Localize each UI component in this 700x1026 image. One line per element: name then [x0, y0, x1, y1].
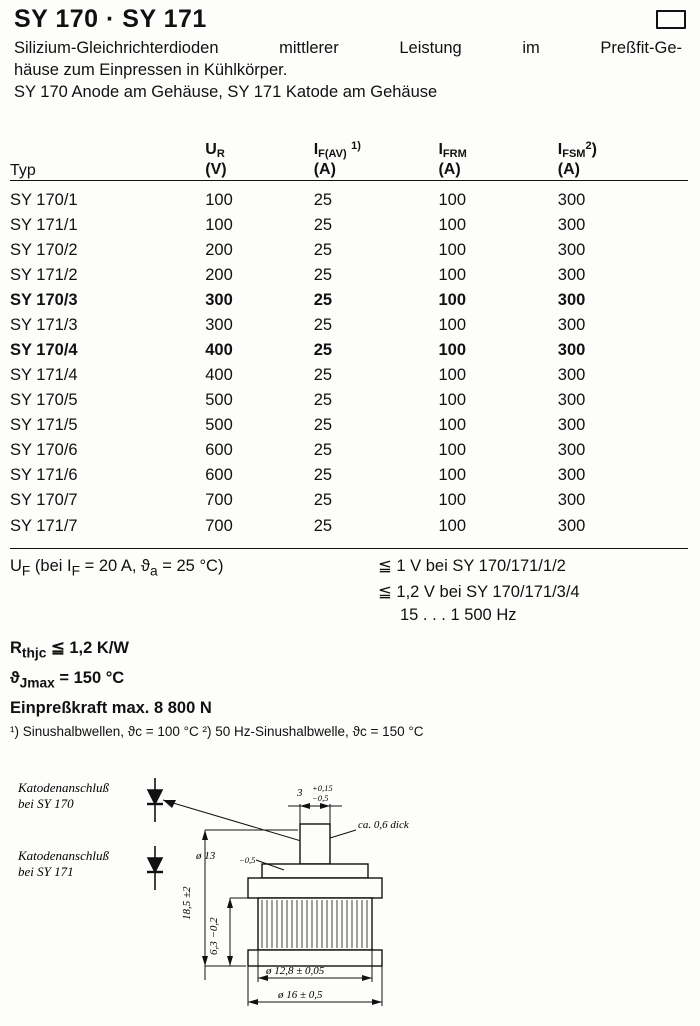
page-title: SY 170 · SY 171 — [14, 5, 207, 33]
frequency-spacer — [10, 604, 378, 627]
cell-ifsm: 300 — [557, 441, 586, 460]
cell-ifav: 25 — [313, 240, 333, 259]
column-header-ifav: $I_{F(AV)}$ $^{1)}$ (A) — [313, 140, 361, 178]
label-katode-170-line2: bei SY 170 — [18, 796, 74, 811]
press-force-value: Einpreßkraft max. 8 800 N — [10, 699, 212, 718]
cell-ifsm: 300 — [557, 215, 586, 234]
table-row — [10, 488, 688, 513]
tjmax-value: $ϑ_{Jmax} = 150$ °C — [10, 669, 125, 691]
label-katode-171-line2: bei SY 171 — [18, 864, 74, 879]
cell-ifsm: 300 — [557, 391, 586, 410]
table-row — [10, 287, 688, 312]
cell-ifsm: 300 — [557, 366, 586, 385]
cell-ifrm: 100 — [438, 240, 466, 259]
cell-typ: SY 171/2 — [10, 265, 78, 284]
table-row — [10, 337, 688, 362]
cell-ur: 100 — [205, 190, 233, 209]
cell-ifav: 25 — [313, 516, 333, 535]
cell-ur: 400 — [205, 340, 233, 359]
cell-ifav: 25 — [313, 265, 333, 284]
cell-ifsm: 300 — [557, 315, 586, 334]
intro-line-3: SY 170 Anode am Gehäuse, SY 171 Katode am Gehäuse — [14, 82, 438, 101]
dim-press-dia: ø 12,8 ± 0,05 — [266, 965, 325, 977]
cell-typ: SY 170/3 — [10, 290, 78, 309]
column-header-ifsm: $I_{FSM}^2$) (A) — [557, 140, 597, 178]
cell-ifav: 25 — [313, 315, 333, 334]
header-row — [14, 6, 686, 32]
cell-ifsm: 300 — [557, 416, 586, 435]
cell-ifav: 25 — [313, 290, 333, 309]
cell-ifav: 25 — [313, 340, 333, 359]
table-row — [10, 187, 688, 212]
dim-thickness: ca. 0,6 dick — [358, 819, 409, 831]
cell-typ: SY 170/6 — [10, 441, 78, 460]
cell-ifrm: 100 — [438, 466, 466, 485]
label-katode-170-line1: Katodenanschluß — [18, 780, 109, 795]
dim-total-height: 18,5 ±2 — [181, 886, 193, 920]
dim-flange-dia-tol: −0,5 — [239, 855, 256, 865]
parameter-top-rule — [10, 548, 688, 549]
diode-symbol-sy170 — [147, 778, 163, 822]
cell-ur: 600 — [205, 466, 233, 485]
package-drawing — [0, 760, 700, 1026]
cell-typ: SY 170/5 — [10, 391, 78, 410]
diode-symbol-sy171 — [147, 846, 163, 890]
dim-body-height: 6,3 −0,2 — [208, 917, 220, 955]
cell-ur: 500 — [205, 416, 233, 435]
dim-stud-width: 3 — [297, 787, 303, 799]
cell-ifrm: 100 — [438, 190, 466, 209]
cell-ur: 400 — [205, 366, 233, 385]
cell-ifrm: 100 — [438, 391, 466, 410]
dim-stud-tol-plus: +0,15 — [312, 783, 333, 793]
cell-ifrm: 100 — [438, 215, 466, 234]
cell-ifrm: 100 — [438, 416, 466, 435]
cell-typ: SY 170/1 — [10, 190, 78, 209]
cell-ifsm: 300 — [557, 265, 586, 284]
column-header-ifrm: $I_{FRM}$ (A) — [438, 141, 467, 178]
intro-line-1: Silizium-Gleichrichterdioden mittlerer Leistung im Preßfit-Ge- — [14, 39, 682, 57]
spec-table — [10, 140, 688, 180]
intro-text — [14, 38, 682, 104]
cell-ifav: 25 — [313, 466, 333, 485]
spec-table-body — [10, 187, 688, 538]
cell-ifrm: 100 — [438, 366, 466, 385]
frequency-value: 15 . . . 1 500 Hz — [400, 606, 517, 625]
cell-ifav: 25 — [313, 215, 333, 234]
parameter-block — [10, 548, 688, 741]
column-header-ur: $U_R$ (V) — [205, 141, 227, 178]
frequency-row — [10, 604, 688, 627]
cell-ur: 700 — [205, 491, 233, 510]
dim-stud-tol-minus: −0,5 — [312, 793, 329, 803]
cell-ifrm: 100 — [438, 516, 466, 535]
cell-typ: SY 170/4 — [10, 340, 78, 359]
cell-typ: SY 170/7 — [10, 491, 78, 510]
table-row — [10, 463, 688, 488]
cell-ifrm: 100 — [438, 340, 466, 359]
cell-ifrm: 100 — [438, 265, 466, 284]
table-row — [10, 363, 688, 388]
cell-ifsm: 300 — [557, 491, 586, 510]
table-header-rule — [10, 180, 688, 181]
cell-ifrm: 100 — [438, 315, 466, 334]
uf-condition: $U_F$ (bei $I_F = 20$ A, $ϑ_a = 25$ °C) — [10, 557, 224, 579]
cell-ifrm: 100 — [438, 441, 466, 460]
uf-spacer — [10, 581, 378, 604]
uf-value-1: ≦ 1 V bei SY 170/171/1/2 — [378, 557, 566, 575]
cell-ur: 300 — [205, 290, 233, 309]
cell-ifav: 25 — [313, 190, 333, 209]
cell-ifav: 25 — [313, 441, 333, 460]
cell-ur: 600 — [205, 441, 233, 460]
cell-ur: 100 — [205, 215, 233, 234]
cell-typ: SY 171/7 — [10, 516, 78, 535]
cell-typ: SY 171/3 — [10, 315, 78, 334]
uf-value-2: ≦ 1,2 V bei SY 170/171/3/4 — [378, 583, 580, 602]
intro-line-2: häuse zum Einpressen in Kühlkörper. — [14, 60, 288, 79]
cell-ur: 500 — [205, 391, 233, 410]
table-row — [10, 262, 688, 287]
uf-row — [10, 555, 688, 581]
cell-ifav: 25 — [313, 491, 333, 510]
cell-ifrm: 100 — [438, 491, 466, 510]
cell-typ: SY 171/1 — [10, 215, 78, 234]
cell-ifsm: 300 — [557, 290, 586, 309]
table-row — [10, 212, 688, 237]
rth-value: $R_{thjc}$ ≦ 1,2 K/W — [10, 638, 129, 661]
cell-typ: SY 171/5 — [10, 416, 78, 435]
cell-ur: 300 — [205, 315, 233, 334]
table-row — [10, 438, 688, 463]
cell-typ: SY 171/4 — [10, 366, 78, 385]
spec-table-wrapper — [10, 140, 688, 538]
uf-row-2 — [10, 581, 688, 604]
dim-flange-dia: ø 13 — [196, 850, 216, 862]
footnote-text: ¹) Sinushalbwellen, ϑc = 100 °C ²) 50 Hz-Sinushalbwelle, ϑc = 150 °C — [10, 724, 424, 740]
table-header-row — [10, 140, 688, 180]
cell-ifsm: 300 — [557, 340, 586, 359]
cell-ur: 700 — [205, 516, 233, 535]
table-row — [10, 237, 688, 262]
cell-ifav: 25 — [313, 416, 333, 435]
column-header-typ: Typ — [10, 162, 36, 179]
dim-outer-dia: ø 16 ± 0,5 — [278, 989, 323, 1001]
cell-typ: SY 170/2 — [10, 240, 78, 259]
cell-ur: 200 — [205, 265, 233, 284]
cell-ifsm: 300 — [557, 240, 586, 259]
cell-ifsm: 300 — [557, 516, 586, 535]
cell-ifrm: 100 — [438, 290, 466, 309]
package-drawing-svg — [0, 760, 700, 1026]
cell-ifsm: 300 — [557, 190, 586, 209]
cell-ur: 200 — [205, 240, 233, 259]
cell-ifav: 25 — [313, 366, 333, 385]
cell-ifav: 25 — [313, 391, 333, 410]
table-row — [10, 413, 688, 438]
cell-ifsm: 300 — [557, 466, 586, 485]
label-katode-171-line1: Katodenanschluß — [18, 848, 109, 863]
table-row — [10, 388, 688, 413]
table-row — [10, 513, 688, 538]
rectangle-package-icon — [656, 10, 686, 29]
cell-typ: SY 171/6 — [10, 466, 78, 485]
table-row — [10, 312, 688, 337]
